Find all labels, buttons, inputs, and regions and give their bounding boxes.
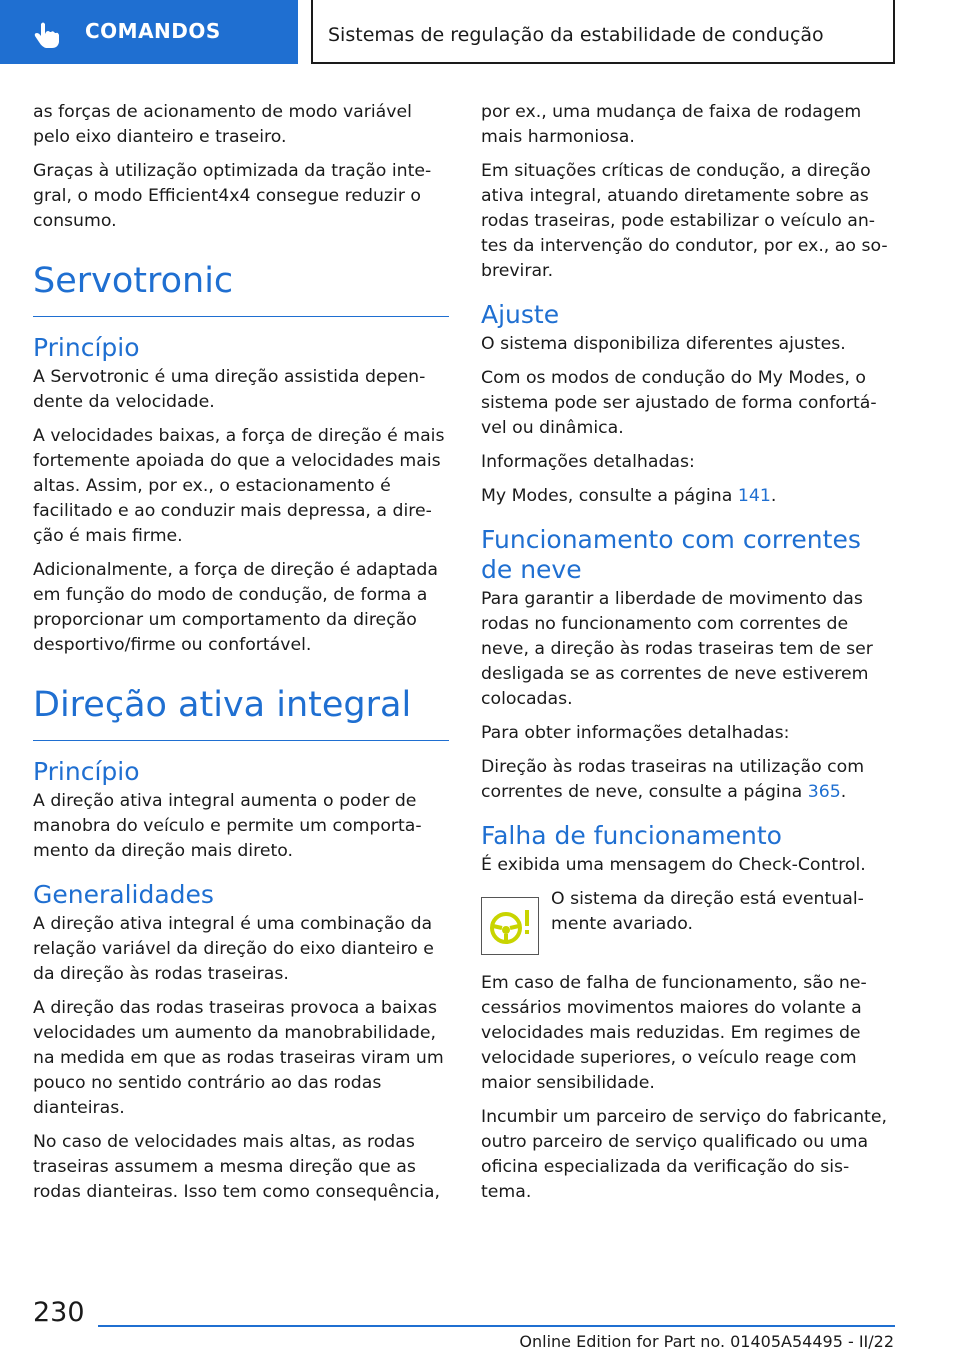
page-link-141[interactable]: 141 [737,486,771,506]
subheading-ajuste: Ajuste [481,300,560,329]
paragraph: Com os modos de condução do My Modes, o sistema pode ser ajustado de forma confortá-vel ou dinâmica. [481,368,877,438]
edition-footer: Online Edition for Part no. 01405A54495 - II/22 [519,1332,894,1351]
left-column [33,100,449,1214]
paragraph: Informações detalhadas: [481,452,695,472]
subheading-falha: Falha de funcionamento [481,821,782,850]
section-label: COMANDOS [85,19,221,43]
reference-text: My Modes, consulte a página [481,486,738,506]
paragraph: A velocidades baixas, a força de direção é mais fortemente apoiada do que a velocidades mais altas. Assim, por ex., o estacionamento é facilitado e ao conduzir mais depressa, a dire-ção é mais firme. [33,426,445,546]
heading-servotronic: Servotronic [33,260,449,317]
paragraph: No caso de velocidades mais altas, as rodas traseiras assumem a mesma direção que as rodas dianteiras. Isso tem como consequência, [33,1132,440,1202]
page-number: 230 [33,1297,85,1328]
steering-warning-icon [481,897,539,955]
paragraph: Para obter informações detalhadas: [481,723,790,743]
punctuation: . [840,782,847,802]
paragraph: Em situações críticas de condução, a direção ativa integral, atuando diretamente sobre as rodas traseiras, pode estabilizar o veículo an-tes da intervenção do condutor, por ex., ao so-brevirar. [481,161,888,281]
subheading-principio: Princípio [33,757,140,786]
paragraph: Para garantir a liberdade de movimento das rodas no funcionamento com correntes de neve, a direção às rodas traseiras tem de ser desligada se as correntes de neve estiverem colocadas. [481,589,873,709]
warning-block [481,887,893,955]
subheading-principio: Princípio [33,333,140,362]
warning-text: O sistema da direção está eventual-mente avariado. [551,889,864,934]
paragraph: Incumbir um parceiro de serviço do fabricante, outro parceiro de serviço qualificado ou uma oficina especializada da verificação do sis-tema. [481,1107,887,1202]
chapter-title-box [311,0,895,64]
paragraph: Em caso de falha de funcionamento, são ne-cessários movimentos maiores do volante a velocidades mais reduzidas. Em regimes de velocidade superiores, o veículo reage com maior sensibilidade. [481,973,867,1093]
subheading-correntes: Funcionamento com correntes de neve [481,525,861,584]
paragraph: Graças à utilização optimizada da tração inte-gral, o modo Efficient4x4 consegue reduzir o consumo. [33,161,432,231]
punctuation: . [770,486,777,506]
chapter-title: Sistemas de regulação da estabilidade de condução [328,24,824,46]
heading-direcao-ativa: Direção ativa integral [33,684,449,741]
section-tab [0,0,298,64]
paragraph: É exibida uma mensagem do Check-Control. [481,855,866,875]
reference-text: Direção às rodas traseiras na utilização com correntes de neve, consulte a página [481,757,865,802]
right-column [481,100,893,1214]
page-link-365[interactable]: 365 [807,782,841,802]
hand-pointer-icon [32,20,66,50]
paragraph: as forças de acionamento de modo variável pelo eixo dianteiro e traseiro. [33,102,412,147]
paragraph: por ex., uma mudança de faixa de rodagem mais harmoniosa. [481,102,862,147]
paragraph: A Servotronic é uma direção assistida depen-dente da velocidade. [33,367,426,412]
footer-divider [98,1325,895,1327]
paragraph [481,484,893,509]
paragraph: A direção ativa integral é uma combinação da relação variável da direção do eixo dianteiro e da direção às rodas traseiras. [33,914,434,984]
paragraph [481,755,893,805]
paragraph: O sistema disponibiliza diferentes ajustes. [481,334,846,354]
paragraph: A direção ativa integral aumenta o poder de manobra do veículo e permite um comporta-mento da direção mais direto. [33,791,422,861]
paragraph: Adicionalmente, a força de direção é adaptada em função do modo de condução, de forma a proporcionar um comportamento da direção desportivo/firme ou confortável. [33,560,438,655]
paragraph: A direção das rodas traseiras provoca a baixas velocidades um aumento da manobrabilidade, na medida em que as rodas traseiras viram um pouco no sentido contrário ao das rodas dianteiras. [33,998,444,1118]
subheading-generalidades: Generalidades [33,880,214,909]
